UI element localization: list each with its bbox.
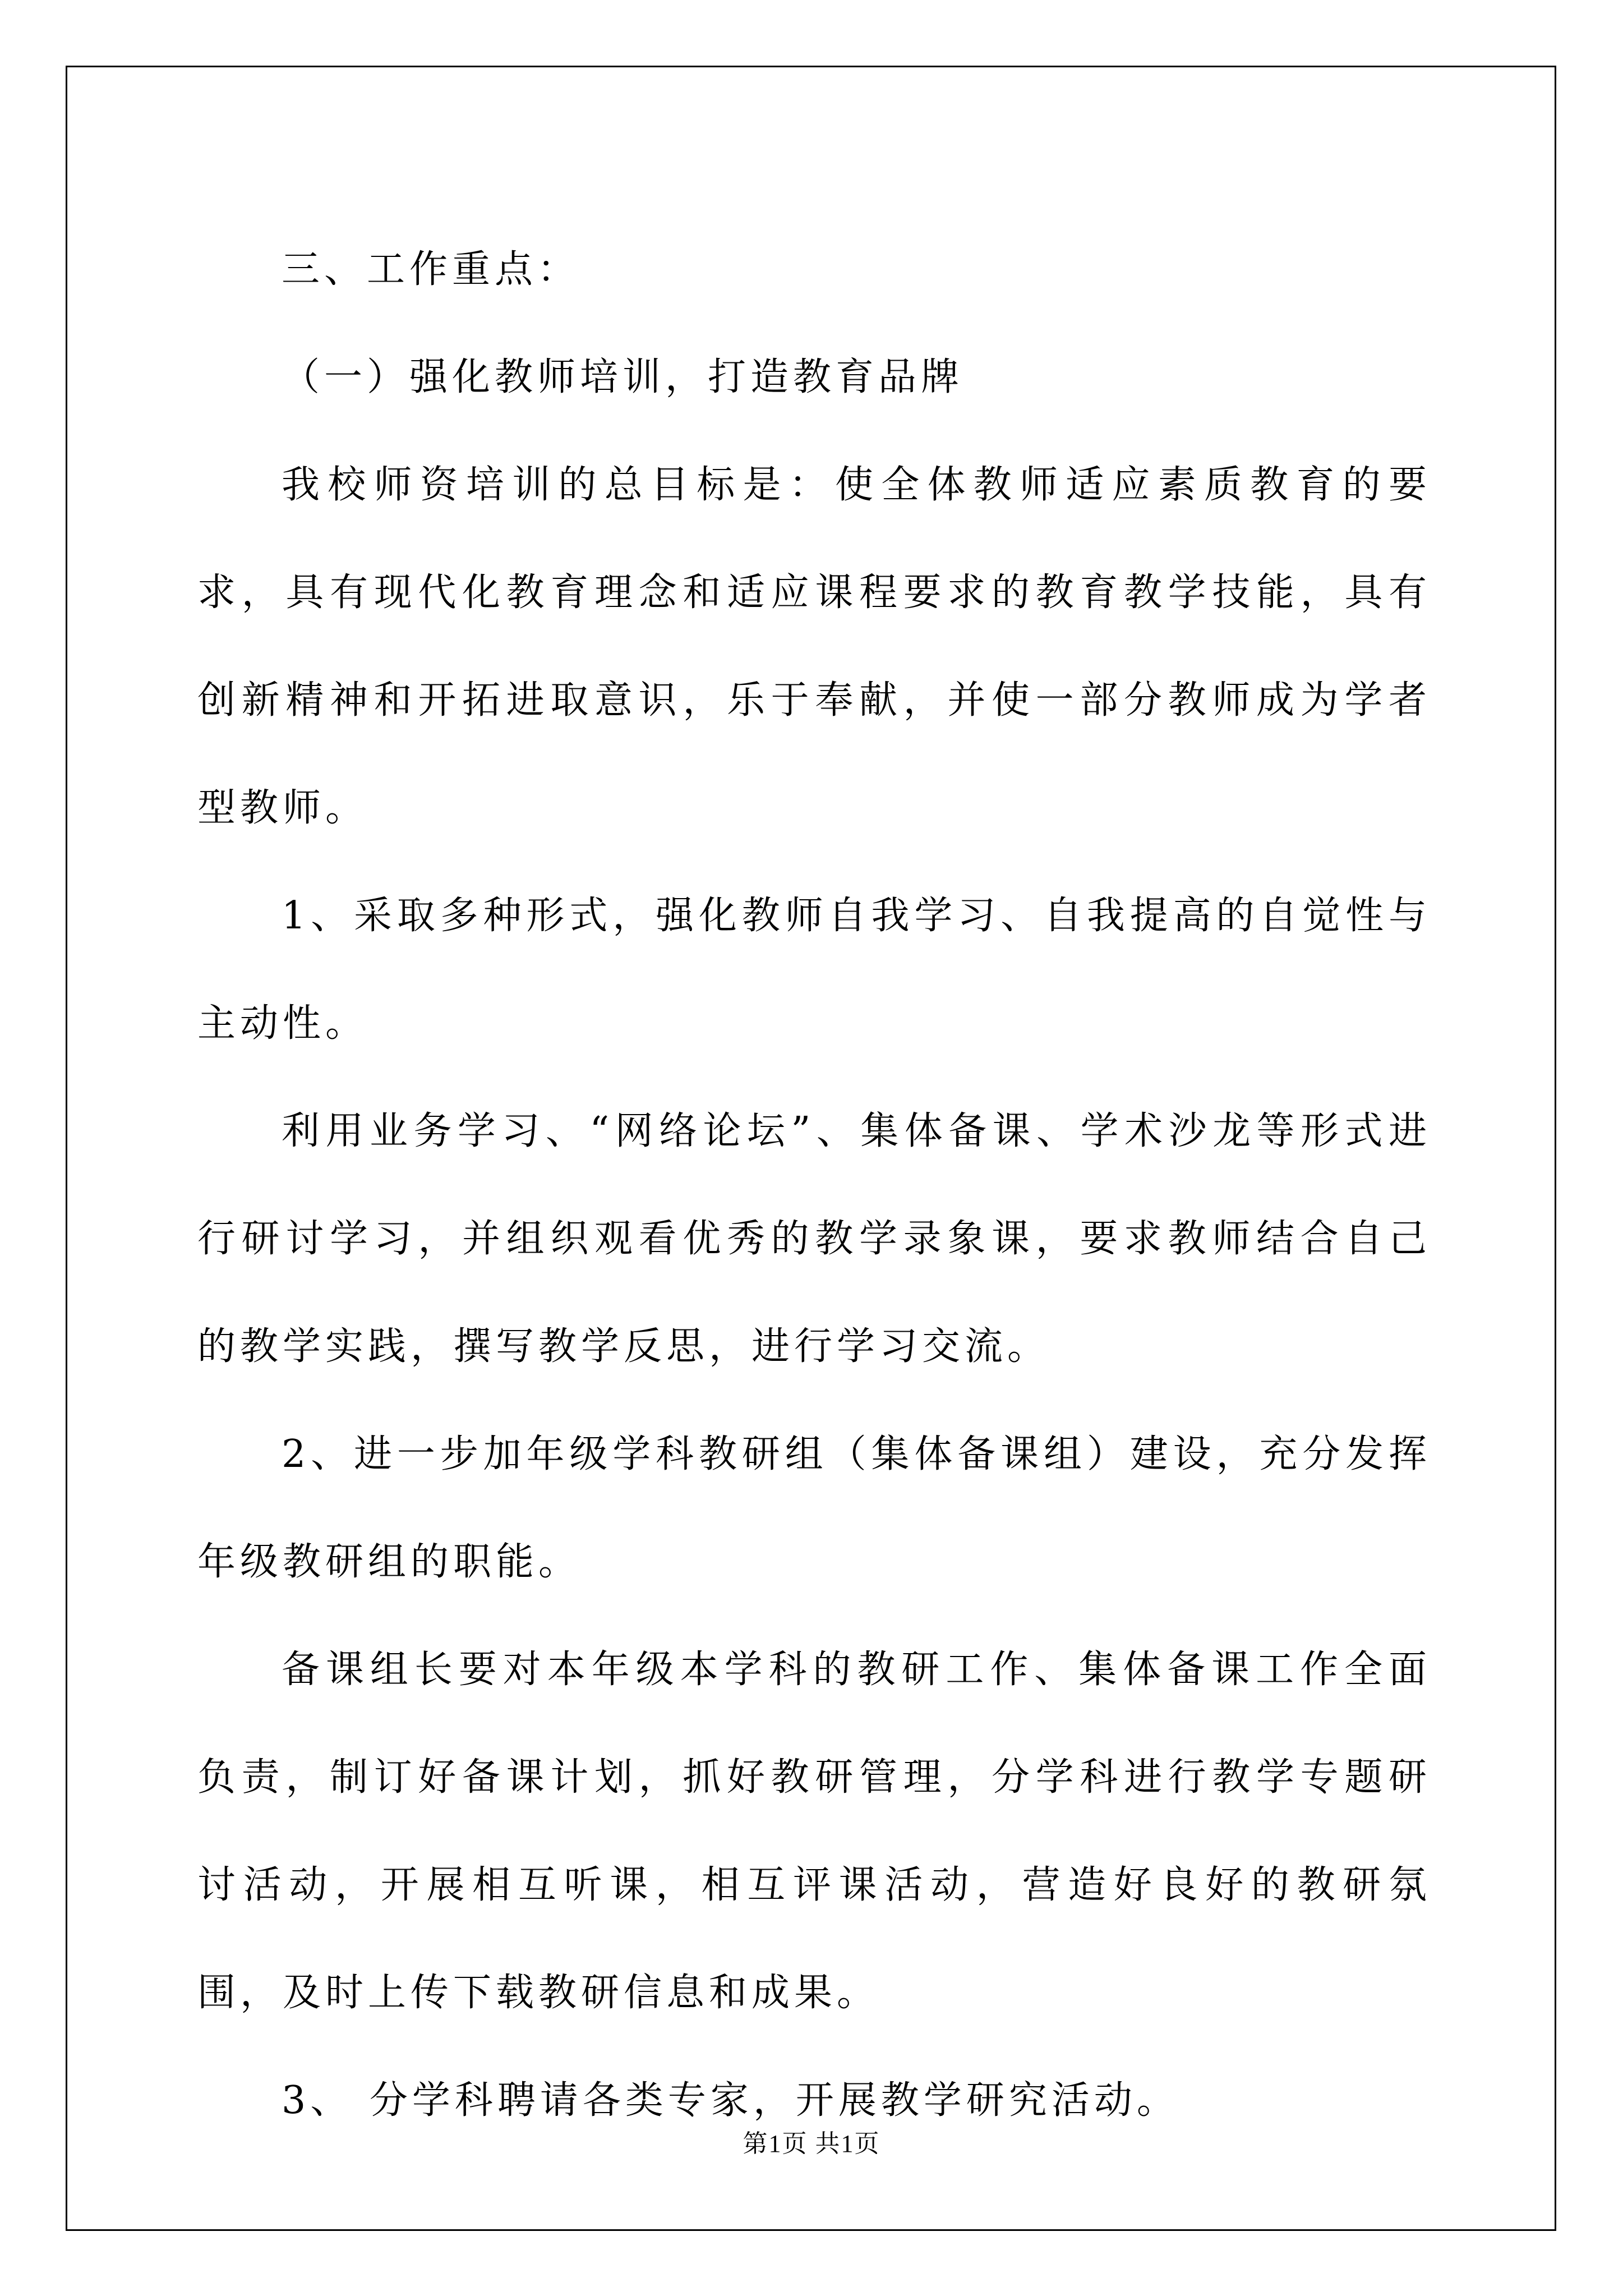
paragraph-item-1: 1、采取多种形式，强化教师自我学习、自我提高的自觉性与主动性。: [197, 894, 1431, 1046]
paragraph-item-2: 2、进一步加年级学科教研组（集体备课组）建设，充分发挥年级教研组的职能。: [197, 1432, 1431, 1584]
paragraph-item-2-detail: 备课组长要对本年级本学科的教研工作、集体备课工作全面负责，制订好备课计划，抓好教研管理，分学科进行教学专题研讨活动，开展相互听课，相互评课活动，营造好良好的教研氛围，及时上传下载教研信息和成果。: [197, 1648, 1431, 2015]
paragraph-goal: 我校师资培训的总目标是：使全体教师适应素质教育的要求，具有现代化教育理念和适应课程要求的教育教学技能，具有创新精神和开拓进取意识，乐于奉献，并使一部分教师成为学者型教师。: [197, 463, 1431, 830]
document-body: [197, 216, 1431, 2155]
paragraph-item-1-detail: 利用业务学习、“网络论坛”、集体备课、学术沙龙等形式进行研讨学习，并组织观看优秀的教学录象课，要求教师结合自己的教学实践，撰写教学反思，进行学习交流。: [197, 1109, 1431, 1369]
subsection-heading: （一）强化教师培训，打造教育品牌: [282, 355, 964, 399]
section-heading: 三、工作重点：: [282, 247, 580, 292]
page-number-footer: 第1页 共1页: [743, 2130, 880, 2157]
paragraph-item-3: 3、 分学科聘请各类专家，开展教学研究活动。: [282, 2078, 1179, 2123]
